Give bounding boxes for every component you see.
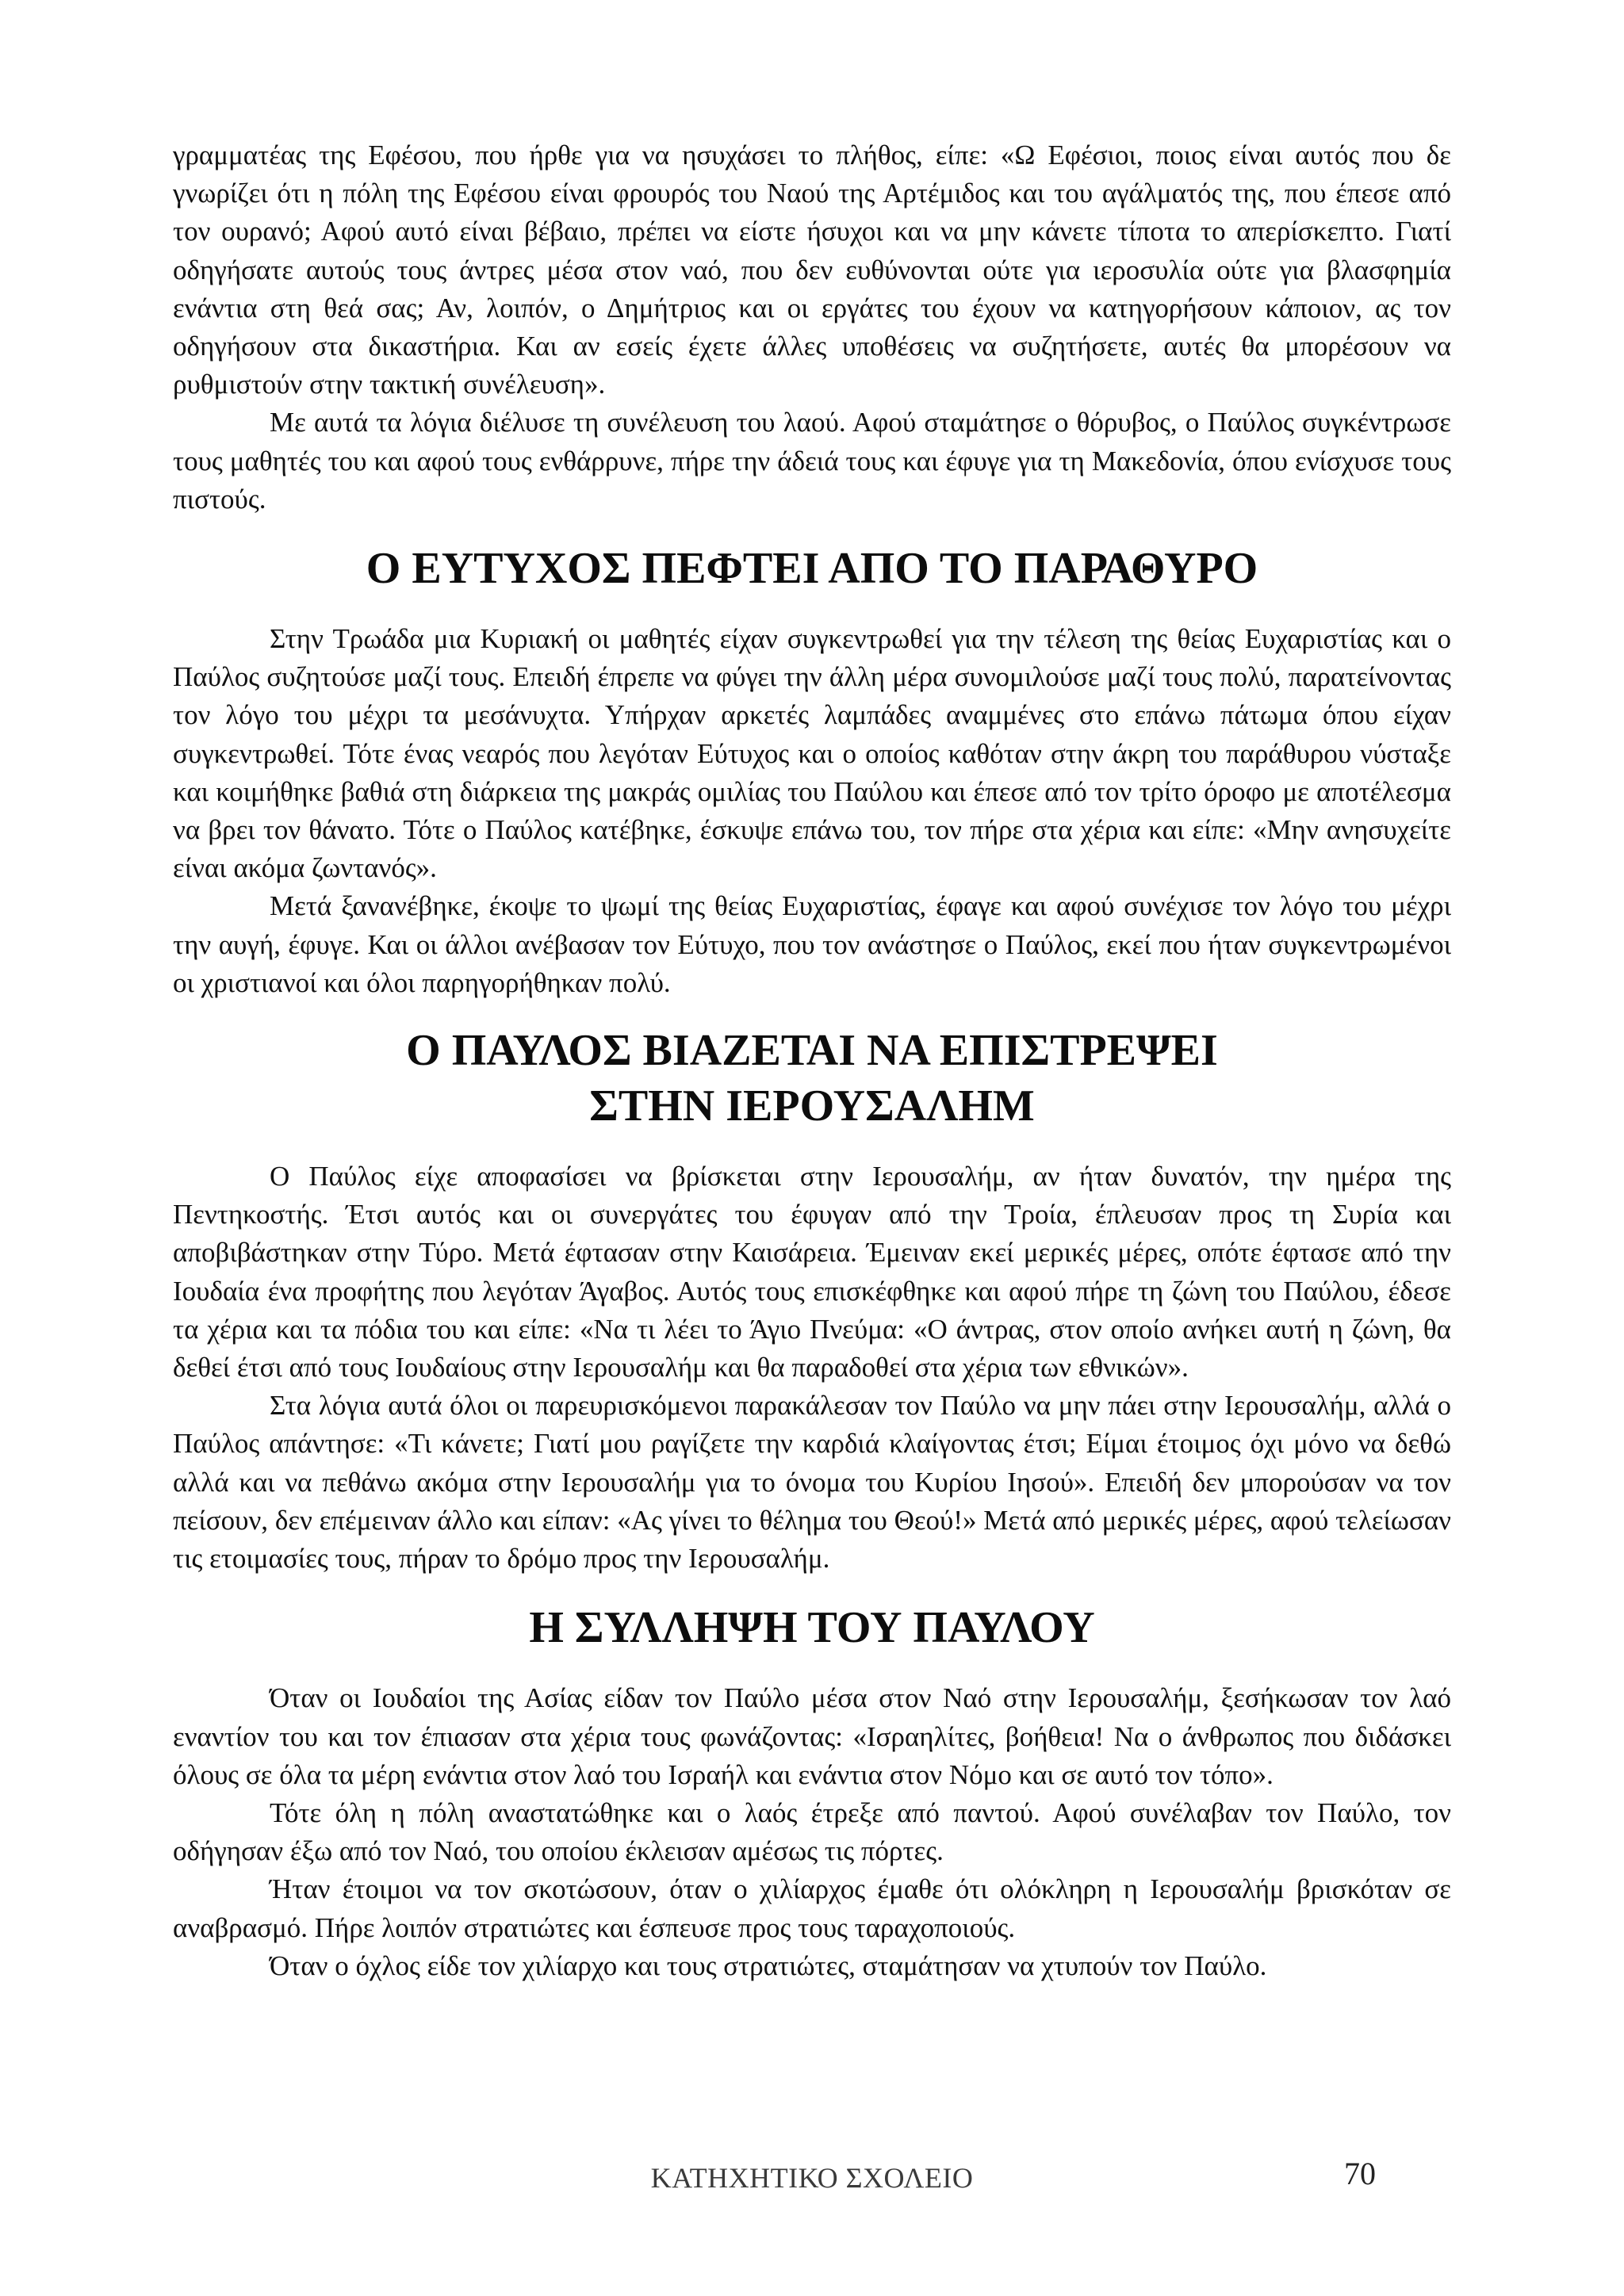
section-title-line: Η ΣΥΛΛΗΨΗ ΤΟΥ ΠΑΥΛΟΥ <box>529 1603 1095 1653</box>
arrest-paragraph-4: Όταν ο όχλος είδε τον χιλίαρχο και τους στρατιώτες, σταμάτησαν να χτυπούν τον Παύλο. <box>270 1950 1267 1981</box>
eutychus-paragraph-2: Μετά ξανανέβηκε, έκοψε το ψωμί της θείας Ευχαριστίας, έφαγε και αφού συνέχισε τον λόγο του μέχρι την αυγή, έφυγε. Και οι άλλοι ανέβασαν τον Εύτυχο, που τον ανάστησε ο Παύλος, εκεί που ήταν συγκεντρωμένοι οι χριστιανοί και όλοι παρηγορήθηκαν πολύ. <box>173 890 1451 998</box>
arrest-paragraph-3: Ήταν έτοιμοι να τον σκοτώσουν, όταν ο χιλίαρχος έμαθε ότι ολόκληρη η Ιερουσαλήμ βρισκόταν σε αναβρασμό. Πήρε λοιπόν στρατιώτες και έσπευσε προς τους ταραχοποιούς. <box>173 1873 1451 1943</box>
jerusalem-paragraph-1: Ο Παύλος είχε αποφασίσει να βρίσκεται στην Ιερουσαλήμ, αν ήταν δυνατόν, την ημέρα της Πεντηκοστής. Έτσι αυτός και οι συνεργάτες του έφυγαν από την Τροία, έπλευσαν προς τη Συρία και αποβιβάστηκαν στην Τύρο. Μετά έφτασαν στην Καισάρεια. Έμειναν εκεί μερικές μέρες, οπότε έφτασε από την Ιουδαία ένα προφήτης που λεγόταν Άγαβος. Αυτός τους επισκέφθηκε και αφού πήρε τη ζώνη του Παύλου, έδεσε τα χέρια και τα πόδια του και είπε: «Να τι λέει το Άγιο Πνεύμα: «Ο άντρας, στον οποίο ανήκει αυτή η ζώνη, θα δεθεί έτσι από τους Ιουδαίους στην Ιερουσαλήμ και θα παραδοθεί στα χέρια των εθνικών». <box>173 1161 1451 1383</box>
intro-paragraph-1: γραμματέας της Εφέσου, που ήρθε για να ησυχάσει το πλήθος, είπε: «Ω Εφέσιοι, ποιος είναι αυτός που δε γνωρίζει ότι η πόλη της Εφέσου είναι φρουρός του Ναού της Αρτέμιδος και του αγάλματός της, που έπεσε από τον ουρανό; Αφού αυτό είναι βέβαιο, πρέπει να είστε ήσυχοι και να μην κάνετε τίποτα το απερίσκεπτο. Γιατί οδηγήσατε αυτούς τους άντρες μέσα στον ναό, που δεν ευθύνονται ούτε για ιεροσυλία ούτε για βλασφημία ενάντια στη θεά σας; Αν, λοιπόν, ο Δημήτριος και οι εργάτες του έχουν να κατηγορήσουν κάποιον, ας τον οδηγήσουν στα δικαστήρια. Και αν εσείς έχετε άλλες υποθέσεις να συζητήσετε, αυτές θα μπορέσουν να ρυθμιστούν στην τακτική συνέλευση». <box>173 140 1451 400</box>
jerusalem-paragraph-2: Στα λόγια αυτά όλοι οι παρευρισκόμενοι παρακάλεσαν τον Παύλο να μην πάει στην Ιερουσαλήμ, αλλά ο Παύλος απάντησε: «Τι κάνετε; Γιατί μου ραγίζετε την καρδιά κλαίγοντας έτσι; Είμαι έτοιμος όχι μόνο να δεθώ αλλά και να πεθάνω ακόμα στην Ιερουσαλήμ για το όνομα του Κυρίου Ιησού». Επειδή δεν μπορούσαν να τον πείσουν, δεν επέμειναν άλλο και είπαν: «Ας γίνει το θέλημα του Θεού!» Μετά από μερικές μέρες, αφού τελείωσαν τις ετοιμασίες τους, πήραν το δρόμο προς την Ιερουσαλήμ. <box>173 1390 1451 1575</box>
footer-title: ΚΑΤΗΧΗΤΙΚΟ ΣΧΟΛΕΙΟ <box>650 2162 974 2194</box>
eutychus-paragraph-1: Στην Τρωάδα μια Κυριακή οι μαθητές είχαν συγκεντρωθεί για την τέλεση της θείας Ευχαριστίας και ο Παύλος συζητούσε μαζί τους. Επειδή έπρεπε να φύγει την άλλη μέρα συνομιλούσε μαζί τους πολύ, παρατείνοντας τον λόγο του μέχρι τα μεσάνυχτα. Υπήρχαν αρκετές λαμπάδες αναμμένες στο επάνω πάτωμα όπου είχαν συγκεντρωθεί. Τότε ένας νεαρός που λεγόταν Εύτυχος και ο οποίος καθόταν στην άκρη του παράθυρου νύσταξε και κοιμήθηκε βαθιά στη διάρκεια της μακράς ομιλίας του Παύλου και έπεσε από τον τρίτο όροφο με αποτέλεσμα να βρει τον θάνατο. Τότε ο Παύλος κατέβηκε, έσκυψε επάνω του, τον πήρε στα χέρια και είπε: «Μην ανησυχείτε είναι ακόμα ζωντανός». <box>173 623 1451 884</box>
section-title-line: Ο ΕΥΤΥΧΟΣ ΠΕΦΤΕΙ ΑΠΟ ΤΟ ΠΑΡΑΘΥΡΟ <box>366 544 1258 594</box>
section-title-jerusalem <box>173 1023 1451 1134</box>
section-title-eutychus <box>173 541 1451 596</box>
arrest-paragraph-2: Τότε όλη η πόλη αναστατώθηκε και ο λαός έτρεξε από παντού. Αφού συνέλαβαν τον Παύλο, τον οδήγησαν έξω από τον Ναό, του οποίου έκλεισαν αμέσως τις πόρτες. <box>173 1797 1451 1867</box>
document-page <box>173 136 1451 1985</box>
arrest-paragraph-1: Όταν οι Ιουδαίοι της Ασίας είδαν τον Παύλο μέσα στον Ναό στην Ιερουσαλήμ, ξεσήκωσαν τον λαό εναντίον του και τον έπιασαν στα χέρια τους φωνάζοντας: «Ισραηλίτες, βοήθεια! Να ο άνθρωπος που διδάσκει όλους σε όλα τα μέρη ενάντια στον λαό του Ισραήλ και ενάντια στον Νόμο και σε αυτό τον τόπο». <box>173 1682 1451 1790</box>
intro-paragraph-2: Με αυτά τα λόγια διέλυσε τη συνέλευση του λαού. Αφού σταμάτησε ο θόρυβος, ο Παύλος συγκέντρωσε τους μαθητές του και αφού τους ενθάρρυνε, πήρε την άδειά τους και έφυγε για τη Μακεδονία, όπου ενίσχυσε τους πιστούς. <box>173 407 1451 515</box>
section-title-arrest <box>173 1600 1451 1655</box>
section-title-line: ΣΤΗΝ ΙΕΡΟΥΣΑΛΗΜ <box>589 1081 1035 1131</box>
section-title-line: Ο ΠΑΥΛΟΣ ΒΙΑΖΕΤΑΙ ΝΑ ΕΠΙΣΤΡΕΨΕΙ <box>406 1026 1218 1076</box>
page-number: 70 <box>1344 2156 1376 2191</box>
